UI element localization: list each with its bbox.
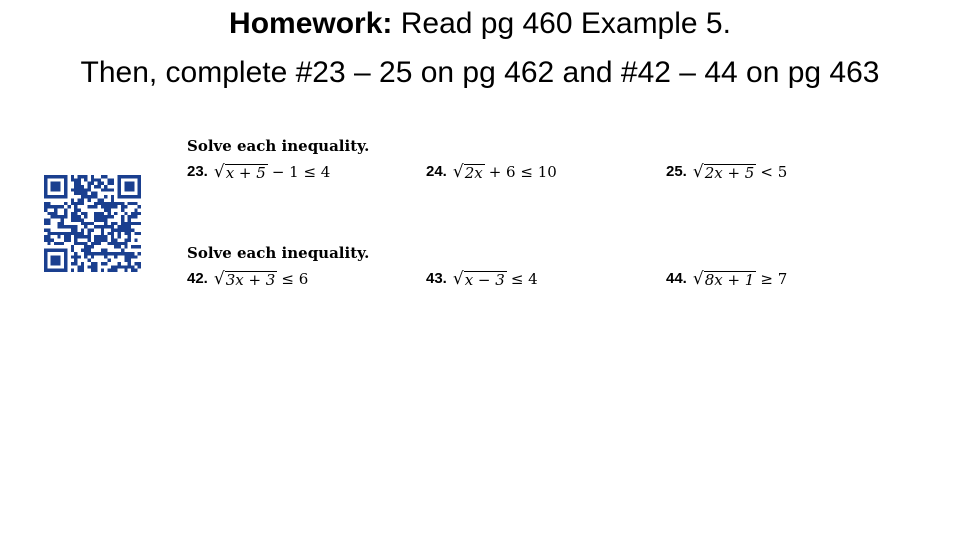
inequality-rest: ≤ 6 (281, 270, 309, 288)
square-root: √ 8x + 1 (692, 269, 755, 289)
homework-title (0, 6, 960, 42)
homework-reading: Read pg 460 Example 5. (392, 7, 731, 40)
problem-number: 43. (426, 270, 447, 287)
section-heading-1: Solve each inequality. (187, 137, 370, 155)
qr-code-icon (44, 175, 141, 272)
radicand: 2x + 5 (704, 164, 755, 182)
problem-number: 23. (187, 163, 208, 180)
problem-25 (666, 161, 787, 183)
problem-43 (426, 268, 538, 290)
problem-24 (426, 161, 557, 183)
inequality-rest: + 6 ≤ 10 (488, 163, 557, 181)
inequality-rest: ≤ 4 (510, 270, 538, 288)
radicand: 2x (464, 164, 483, 182)
problem-number: 44. (666, 270, 687, 287)
radicand: x + 5 (225, 164, 266, 182)
inequality-rest: − 1 ≤ 4 (271, 163, 331, 181)
radicand: 8x + 1 (704, 271, 755, 289)
square-root: √ 3x + 3 (213, 269, 276, 289)
radicand: x − 3 (464, 271, 505, 289)
square-root: √ 2x (452, 162, 483, 182)
square-root: √ 2x + 5 (692, 162, 755, 182)
problem-42 (187, 268, 308, 290)
homework-assignment: Then, complete #23 – 25 on pg 462 and #42 – 44 on pg 463 (80, 56, 880, 89)
problem-23 (187, 161, 330, 183)
homework-label: Homework: (229, 7, 393, 40)
square-root: √ x − 3 (452, 269, 505, 289)
inequality-rest: < 5 (760, 163, 788, 181)
problem-number: 25. (666, 163, 687, 180)
inequality-rest: ≥ 7 (760, 270, 788, 288)
problem-number: 24. (426, 163, 447, 180)
problem-44 (666, 268, 787, 290)
square-root: √ x + 5 (213, 162, 266, 182)
section-heading-2: Solve each inequality. (187, 244, 370, 262)
radicand: 3x + 3 (225, 271, 276, 289)
problem-number: 42. (187, 270, 208, 287)
